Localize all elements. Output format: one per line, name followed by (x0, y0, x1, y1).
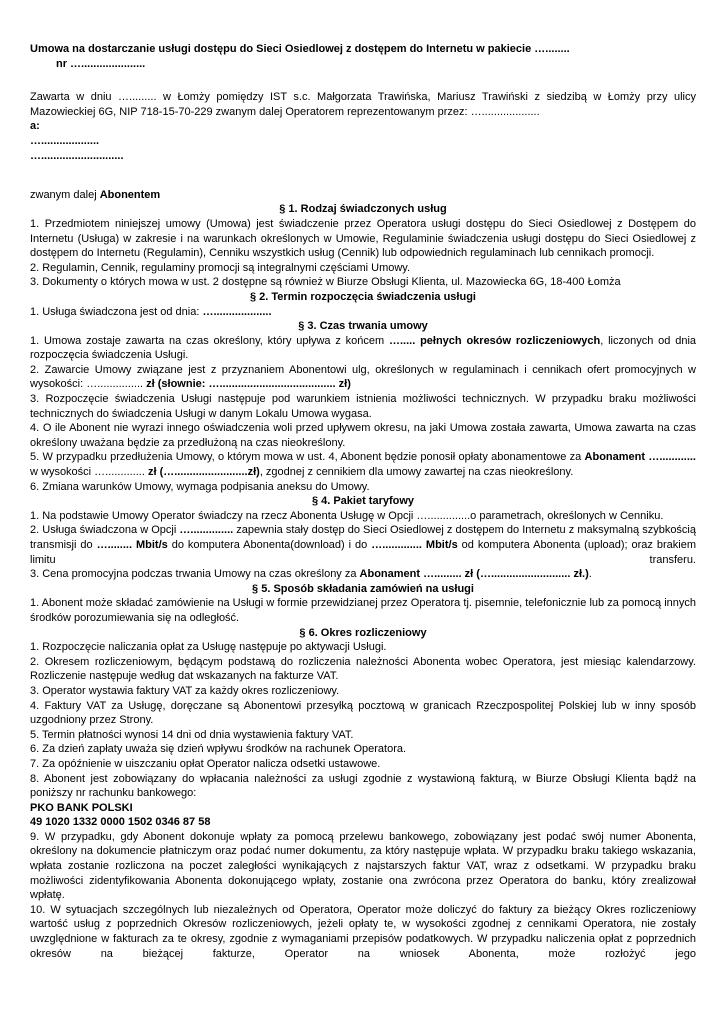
contract-title (30, 42, 696, 71)
bank-name: PKO BANK POLSKI (30, 801, 133, 814)
s3-p5: 5. W przypadku przedłużenia Umowy, o którym mowa w ust. 4, Abonent będzie ponosił opłaty abonamentowe za Abonament …............ w wysokości …............. zł (…........................zł), zgodnej z cennikiem dla umowy zawartej na czas nieokreślony. (30, 451, 696, 479)
s5-p1: 1. Abonent może składać zamówienie na Usługi w formie przewidzianej przez Operatora tj. pisemnie, telefonicznie lub za pomocą innych środków porozumiewania się na odległość. (30, 597, 696, 624)
section-1-heading: § 1. Rodzaj świadczonych usług (279, 203, 447, 216)
s4-p1: 1. Na podstawie Umowy Operator świadczy na rzecz Abonenta Usługę w Opcji …..............o parametrach, określonych w Cenniku. (30, 509, 664, 522)
s6-p10: 10. W sytuacjach szczególnych lub niezależnych od Operatora, Operator może doliczyć do faktury za bieżący Okres rozliczeniowy wartość usług z poprzednich Okresów rozliczeniowych, jeżeli opłaty te, w wysokości zgodnej z cennikami Operatora, nie zostały uwzględnione w fakturach za te okresy, zgodnie z wymaganiami przepisów podatkowych. W przypadku naliczenia opłat z poprzednich okresów na bieżącej fakturze, Operator na wniosek Abonenta, może rozłożyć jego (30, 903, 696, 960)
s3-p6: 6. Zmiana warunków Umowy, wymaga podpisania aneksu do Umowy. (30, 480, 370, 493)
s4-p2: 2. Usługa świadczona w Opcji ….............. zapewnia stały dostęp do Sieci Osiedlowej z dostępem do Internetu z maksymalną szybkością transmisji do …........ Mbit/s do komputera Abonenta(download) i do …............. Mbit/s od komputera Abonenta (upload); oraz brakiem limitu transferu. (30, 524, 696, 566)
s6-p8: 8. Abonent jest zobowiązany do wpłacania należności za usługi zgodnie z wystawioną fakturą, w Biurze Obsługi Klienta bądź na poniższy nr rachunku bankowego: (30, 772, 696, 800)
party-a-label: a: (30, 120, 40, 133)
s6-p9: 9. W przypadku, gdy Abonent dokonuje wpłaty za pomocą przelewu bankowego, zobowiązany jest podać swój numer Abonenta, określony na dokumencie płatniczym oraz podać numer dokumentu, za który następuje wpłata. W przypadku braku takiego wskazania, wpłata zostanie rozliczona na poczet zaległości wynikających z najstarszych faktur VAT, wraz z odsetkami. W przypadku braku możliwości zidentyfikowania Abonenta dokonującego wpłaty, zostanie ona zwrócona przez Operatora do banku, który zrealizował wpłatę. (30, 830, 696, 902)
s2-p1: 1. Usługa świadczona jest od dnia: …................... (30, 305, 272, 318)
subscriber-line: zwanym dalej Abonentem (30, 188, 161, 201)
s3-p1: 1. Umowa zostaje zawarta na czas określony, który upływa z końcem …..... pełnych okresów rozliczeniowych, liczonych od dnia rozpoczęcia świadczenia Usługi. (30, 334, 697, 362)
s6-p4: 4. Faktury VAT za Usługę, doręczane są Abonentowi przesyłką pocztową w granicach Rzeczpospolitej Polskiej lub w inny sposób uzgodniony przez Strony. (30, 699, 696, 727)
section-5-heading: § 5. Sposób składania zamówień na usługi (252, 582, 474, 595)
bank-account-number: 49 1020 1332 0000 1502 0346 87 58 (30, 816, 211, 829)
s6-p1: 1. Rozpoczęcie naliczania opłat za Usługę następuje po aktywacji Usługi. (30, 641, 387, 654)
s3-p2: 2. Zawarcie Umowy związane jest z przyznaniem Abonentowi ulg, określonych w regulaminach i cennikach ofert promocyjnych w wysokości: …............... zł (słownie: …...................................... zł) (30, 363, 696, 391)
s3-p4: 4. O ile Abonent nie wyrazi innego oświadczenia woli przed upływem okresu, na jaki Umowa została zawarta, Umowa zawarta na czas określony uważana będzie za przedłużoną na czas nieokreślony. (30, 422, 696, 449)
party-a-line-2: …........................... (30, 149, 124, 162)
title-line-1: Umowa na dostarczanie usługi dostępu do Sieci Osiedlowej z dostępem do Internetu w pakiecie …........ (30, 43, 570, 55)
section-3-heading: § 3. Czas trwania umowy (298, 320, 428, 333)
s3-p3: 3. Rozpoczęcie świadczenia Usługi następuje pod warunkiem istnienia możliwości technicznych. W przypadku braku możliwości technicznych do świadczenia Usługi w danym Lokalu Umowa wygasa. (30, 393, 696, 420)
s1-p3: 3. Dokumenty o których mowa w ust. 2 dostępne są również w Biurze Obsługi Klienta, ul. Mazowiecka 6G, 18-400 Łomża (30, 276, 621, 289)
section-6-heading: § 6. Okres rozliczeniowy (299, 626, 427, 639)
s6-p2: 2. Okresem rozliczeniowym, będącym podstawą do rozliczenia należności Abonenta wobec Operatora, jest miesiąc kalendarzowy. Rozliczenie następuje według dat wskazanych na fakturze VAT. (30, 655, 696, 683)
s4-p3: 3. Cena promocyjna podczas trwania Umowy na czas określony za Abonament …......... zł (….......................... zł.). (30, 568, 592, 581)
s6-p6: 6. Za dzień zapłaty uważa się dzień wpływu środków na rachunek Operatora. (30, 743, 407, 756)
party-a-line-1: …................... (30, 134, 100, 147)
intro-paragraph: Zawarta w dniu …......... w Łomży pomiędzy IST s.c. Małgorzata Trawińska, Mariusz Trawiński z siedzibą w Łomży przy ulicy Mazowieckiej 6G, NIP 718-15-70-229 zwanym dalej Operatorem reprezentowanym przez: …................... (30, 91, 696, 118)
s6-p3: 3. Operator wystawia faktury VAT za każdy okres rozliczeniowy. (30, 684, 340, 697)
contract-document (30, 42, 696, 961)
s1-p1: 1. Przedmiotem niniejszej umowy (Umowa) jest świadczenie przez Operatora usługi dostępu do Sieci Osiedlowej z Dostępem do Internetu (Usługa) w zakresie i na warunkach określonych w Umowie, Regulaminie świadczenia usługi dostępu do Sieci Osiedlowej z dostępem do Internetu (Regulamin), Cenniku wszystkich usług (Cennik) lub odpowiednich regulaminach lub cennikach promocji. (30, 217, 696, 260)
contract-number: nr …..................... (56, 57, 146, 70)
s6-p7: 7. Za opóźnienie w uiszczaniu opłat Operator nalicza odsetki ustawowe. (30, 757, 381, 770)
s6-p5: 5. Termin płatności wynosi 14 dni od dnia wystawienia faktury VAT. (30, 728, 354, 741)
section-2-heading: § 2. Termin rozpoczęcia świadczenia usługi (250, 290, 476, 303)
s1-p2: 2. Regulamin, Cennik, regulaminy promocji są integralnymi częściami Umowy. (30, 261, 411, 274)
section-4-heading: § 4. Pakiet taryfowy (311, 495, 415, 508)
